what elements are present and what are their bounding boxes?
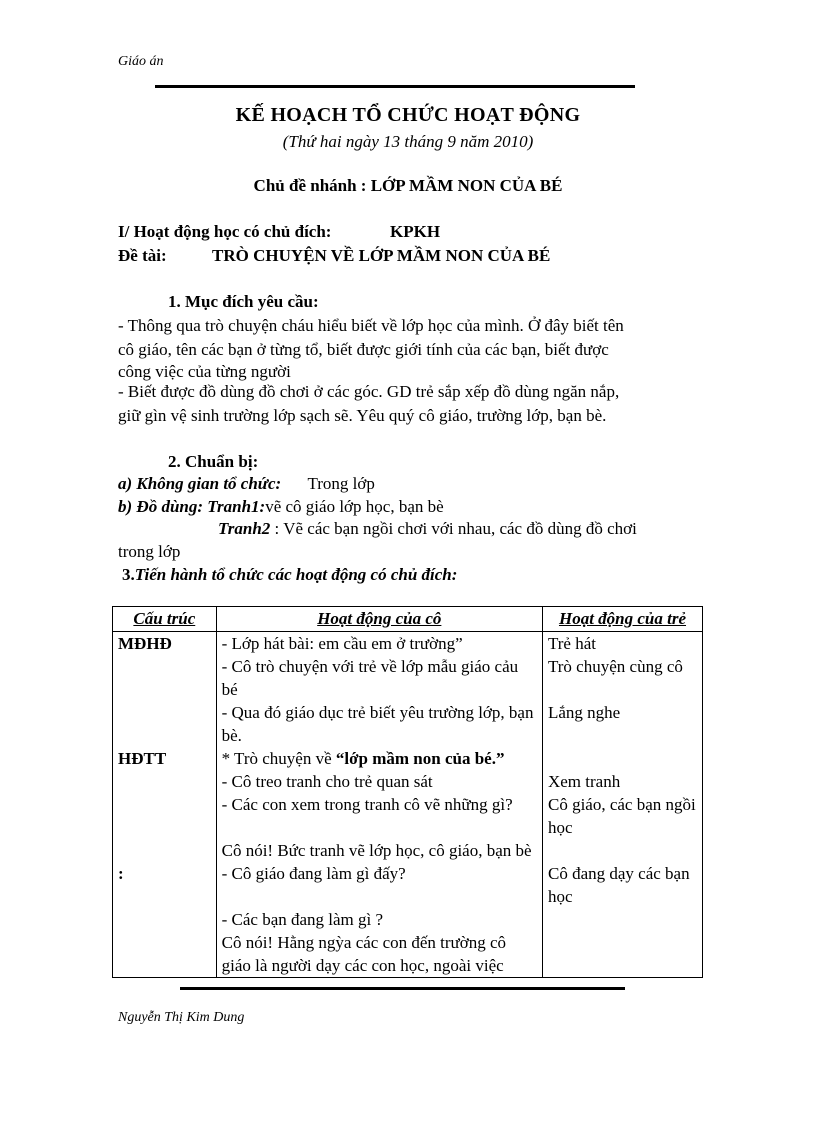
picture2-label: Tranh2: [218, 519, 271, 538]
child-cell: Xem tranh: [542, 770, 702, 793]
author-name: Nguyễn Thị Kim Dung: [118, 1010, 245, 1025]
section1-line: công việc của từng người: [118, 362, 291, 381]
prep-space-row: [118, 474, 375, 494]
teacher-cell-text: * Trò chuyện về: [221, 749, 336, 768]
child-cell: Trò chuyện cùng cô: [542, 655, 702, 701]
structure-cell: MĐHĐ: [113, 632, 217, 656]
sub-theme: Chủ đề nhánh : LỚP MẦM NON CỦA BÉ: [253, 176, 563, 195]
structure-cell: HĐTT: [113, 747, 217, 770]
table-row: [113, 747, 703, 770]
header-rule: [155, 85, 635, 88]
prep-space-value: Trong lớp: [307, 474, 375, 493]
picture1-value: vẽ cô giáo lớp học, bạn bè: [265, 497, 444, 516]
col-header-structure: Cấu trúc: [113, 607, 217, 632]
structure-cell: :: [113, 862, 217, 908]
section2-heading: 2. Chuẩn bị:: [168, 452, 259, 471]
teacher-cell: - Lớp hát bài: em cầu em ở trường”: [216, 632, 542, 656]
table-row: [113, 770, 703, 793]
picture2-continuation: trong lớp: [118, 542, 181, 561]
table-row: [113, 908, 703, 931]
activity-label: I/ Hoạt động học có chủ đích:: [118, 222, 332, 241]
child-cell: [542, 908, 702, 931]
structure-cell: [113, 701, 217, 747]
footer-rule: [180, 987, 625, 990]
child-cell: Lắng nghe: [542, 701, 702, 747]
teacher-cell: - Cô giáo đang làm gì đấy?: [216, 862, 542, 908]
section3-number: 3.: [122, 565, 135, 584]
prep-space-label: a) Không gian tổ chức:: [118, 474, 282, 493]
table-row: [113, 701, 703, 747]
section1-line: - Thông qua trò chuyện cháu hiểu biết về lớp học của mình. Ở đây biết tên: [118, 316, 624, 335]
topic-label: Đề tài:: [118, 246, 167, 265]
section3-heading: [122, 565, 457, 585]
structure-cell: [113, 655, 217, 701]
structure-cell: [113, 839, 217, 862]
document-date: (Thứ hai ngày 13 tháng 9 năm 2010): [282, 132, 534, 151]
teacher-cell: - Cô treo tranh cho trẻ quan sát: [216, 770, 542, 793]
picture2-value: : Vẽ các bạn ngồi chơi với nhau, các đồ dùng đồ chơi: [270, 519, 637, 538]
col-header-child: Hoạt động của trẻ: [542, 607, 702, 632]
table-row: [113, 793, 703, 839]
structure-cell: [113, 931, 217, 978]
teacher-cell: - Qua đó giáo dục trẻ biết yêu trường lớp, bạn bè.: [216, 701, 542, 747]
teacher-cell: - Các bạn đang làm gì ?: [216, 908, 542, 931]
section1-heading: 1. Mục đích yêu cầu:: [168, 292, 319, 311]
section3-title: Tiến hành tổ chức các hoạt động có chủ đích:: [134, 565, 458, 584]
activity-table: [112, 606, 703, 978]
child-cell: [542, 931, 702, 978]
structure-cell: [113, 793, 217, 839]
teacher-cell: - Các con xem trong tranh cô vẽ những gì?: [216, 793, 542, 839]
child-cell: [542, 839, 702, 862]
structure-cell: [113, 770, 217, 793]
table-row: [113, 655, 703, 701]
table-row: [113, 862, 703, 908]
structure-cell: [113, 908, 217, 931]
teacher-cell: Cô nói! Hằng ngỳa các con đến trường cô giáo là người dạy các con học, ngoài việc: [216, 931, 542, 978]
document-title: KẾ HOẠCH TỔ CHỨC HOẠT ĐỘNG: [235, 104, 581, 126]
picture1-label: Tranh1:: [207, 497, 266, 516]
teacher-cell: - Cô trò chuyện với trẻ về lớp mẫu giáo cảu bé: [216, 655, 542, 701]
prep-materials-label: b) Đồ dùng:: [118, 497, 208, 516]
section1-line: giữ gìn vệ sinh trường lớp sạch sẽ. Yêu quý cô giáo, trường lớp, bạn bè.: [118, 406, 607, 425]
teacher-cell-emphasis: “lớp mầm non của bé.”: [335, 749, 505, 768]
page-header-label: Giáo án: [118, 54, 164, 69]
child-cell: [542, 747, 702, 770]
prep-materials-row: [118, 497, 444, 517]
teacher-cell: Cô nói! Bức tranh vẽ lớp học, cô giáo, bạn bè: [216, 839, 542, 862]
child-cell: Trẻ hát: [542, 632, 702, 656]
table-row: [113, 632, 703, 656]
topic-value: TRÒ CHUYỆN VỀ LỚP MẦM NON CỦA BÉ: [212, 246, 551, 265]
table-row: [113, 839, 703, 862]
child-cell: Cô giáo, các bạn ngồi học: [542, 793, 702, 839]
col-header-teacher: Hoạt động của cô: [216, 607, 542, 632]
table-row: [113, 931, 703, 978]
picture2-row: [218, 519, 637, 539]
section1-line: cô giáo, tên các bạn ở từng tổ, biết được giới tính của các bạn, biết được: [118, 340, 609, 359]
teacher-cell: [216, 747, 542, 770]
child-cell: Cô đang dạy các bạn học: [542, 862, 702, 908]
section1-line: - Biết được đồ dùng đồ chơi ở các góc. GD trẻ sắp xếp đồ dùng ngăn nắp,: [118, 382, 620, 401]
activity-value: KPKH: [390, 222, 441, 241]
